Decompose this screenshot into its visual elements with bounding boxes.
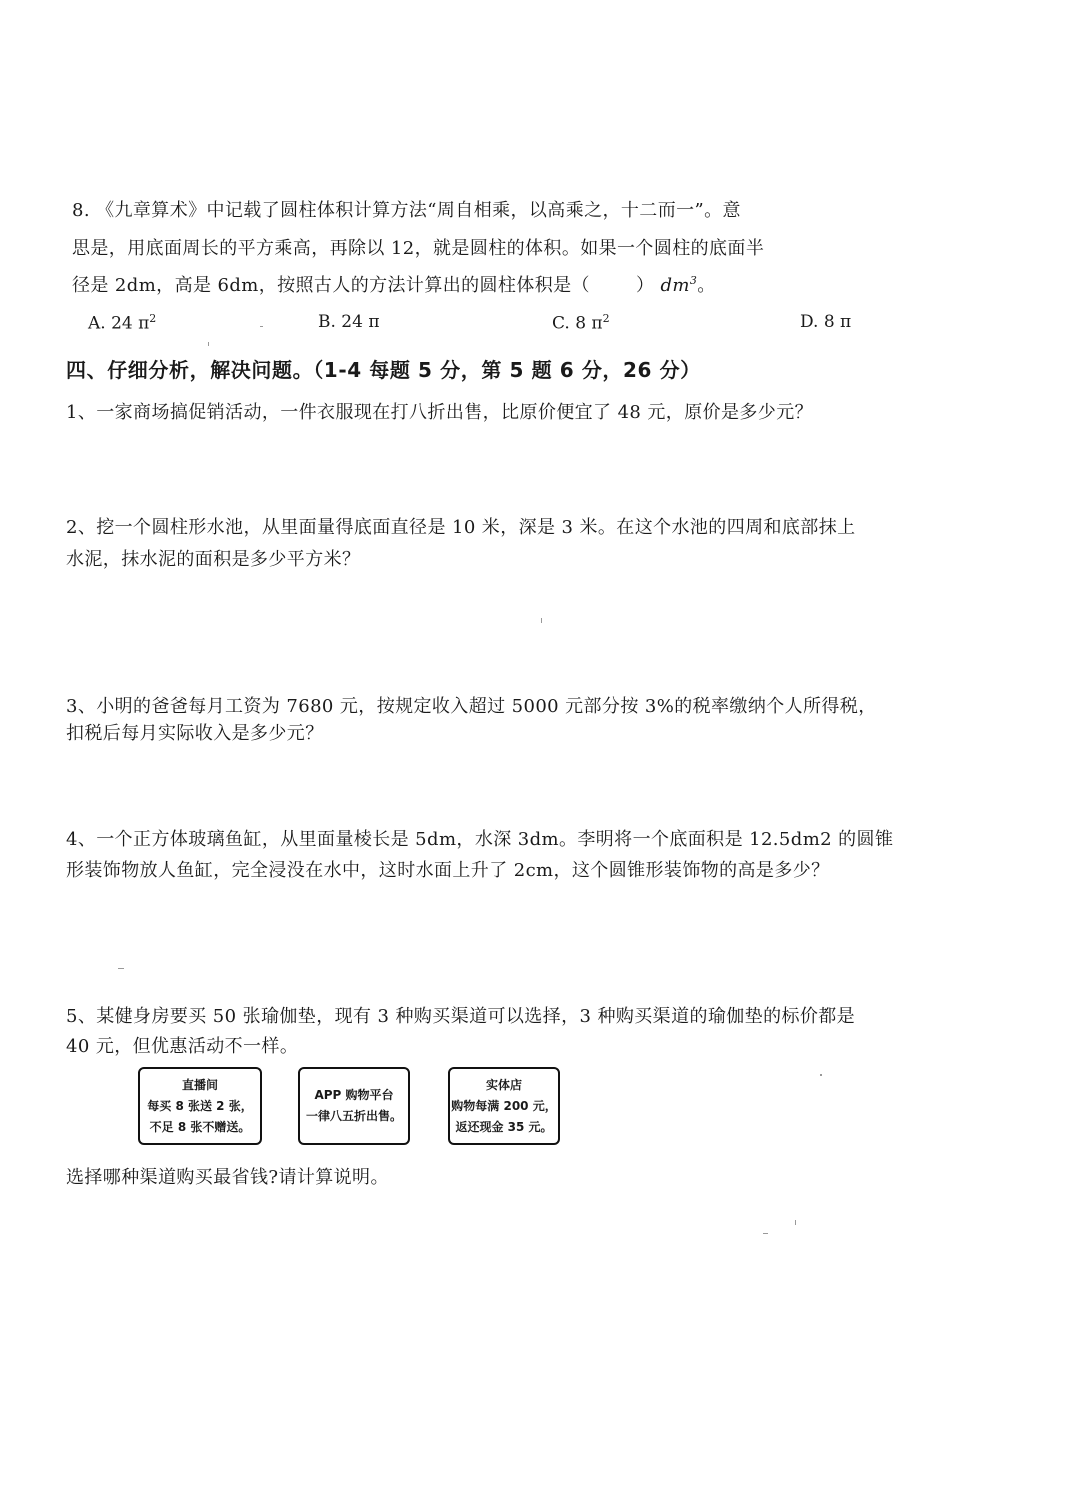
q8-line-1: 8. 《九章算术》中记载了圆柱体积计算方法“周自相乘，以高乘之，十二而一”。意: [72, 200, 741, 221]
channel-title: 直播间: [181, 1078, 218, 1092]
channel-offer-line-1: 每买 8 张送 2 张，: [147, 1099, 253, 1113]
problem-1: 1、一家商场搞促销活动，一件衣服现在打八折出售，比原价便宜了 48 元，原价是多少元？: [66, 402, 813, 423]
problem-5-line-1: 5、某健身房要买 50 张瑜伽垫，现有 3 种购买渠道可以选择，3 种购买渠道的瑜伽垫的标价都是: [66, 1006, 856, 1027]
scan-speck: [208, 342, 209, 346]
problem-3-line-2: 扣税后每月实际收入是多少元？: [66, 723, 324, 744]
option-d: D. 8 π: [800, 312, 852, 332]
option-a: A. 24 $\pi^2$: [88, 312, 157, 334]
channel-offer-line-1: 购物每满 200 元，: [451, 1099, 557, 1113]
channel-title: APP 购物平台: [314, 1088, 394, 1102]
q8-line-2: 思是，用底面周长的平方乘高，再除以 12，就是圆柱的体积。如果一个圆柱的底面半: [72, 238, 765, 259]
problem-2-line-1: 2、挖一个圆柱形水池，从里面量得底面直径是 10 米，深是 3 米。在这个水池的四周和底部抹上: [66, 517, 856, 538]
scan-speck: [118, 968, 124, 969]
q8-period: 。: [697, 275, 716, 296]
channel-box-livestream: [138, 1067, 262, 1145]
problem-4-line-1: 4、一个正方体玻璃鱼缸，从里面量棱长是 5dm，水深 3dm。李明将一个底面积是 12.5dm2 的圆锥: [66, 829, 894, 850]
q8-close-paren: ）: [635, 275, 655, 296]
q8-line-3: [72, 271, 716, 297]
option-b: B. 24 π: [318, 312, 380, 332]
problem-2-line-2: 水泥，抹水泥的面积是多少平方米？: [66, 549, 361, 570]
option-c: C. 8 $\pi^2$: [552, 312, 610, 334]
problem-5-line-2: 40 元，但优惠活动不一样。: [66, 1036, 299, 1057]
channel-title: 实体店: [485, 1078, 522, 1092]
channel-offer-line-2: 返还现金 35 元。: [455, 1120, 553, 1134]
scan-speck: [795, 1220, 796, 1225]
channel-offer-line-1: 一律八五折出售。: [305, 1109, 402, 1123]
q8-line-3-text: 径是 2dm，高是 6dm，按照古人的方法计算出的圆柱体积是（: [72, 275, 590, 296]
scan-speck: [541, 618, 542, 623]
section-4-title: 四、仔细分析，解决问题。（1-4 每题 5 分，第 5 题 6 分，26 分）: [66, 358, 701, 382]
scan-speck: [820, 1074, 822, 1076]
channel-offer-line-2: 不足 8 张不赠送。: [149, 1120, 251, 1134]
volume-unit: $dm^3$: [660, 274, 698, 296]
problem-5-question: 选择哪种渠道购买最省钱?请计算说明。: [66, 1167, 389, 1188]
channel-box-store: [448, 1067, 560, 1145]
scan-speck: [763, 1233, 768, 1234]
channel-box-app: [298, 1067, 410, 1145]
scan-speck: [260, 326, 263, 327]
problem-3-line-1: 3、小明的爸爸每月工资为 7680 元，按规定收入超过 5000 元部分按 3%的税率缴纳个人所得税，: [66, 696, 877, 717]
problem-4-line-2: 形装饰物放人鱼缸，完全浸没在水中，这时水面上升了 2cm，这个圆锥形装饰物的高是多少？: [66, 860, 830, 881]
